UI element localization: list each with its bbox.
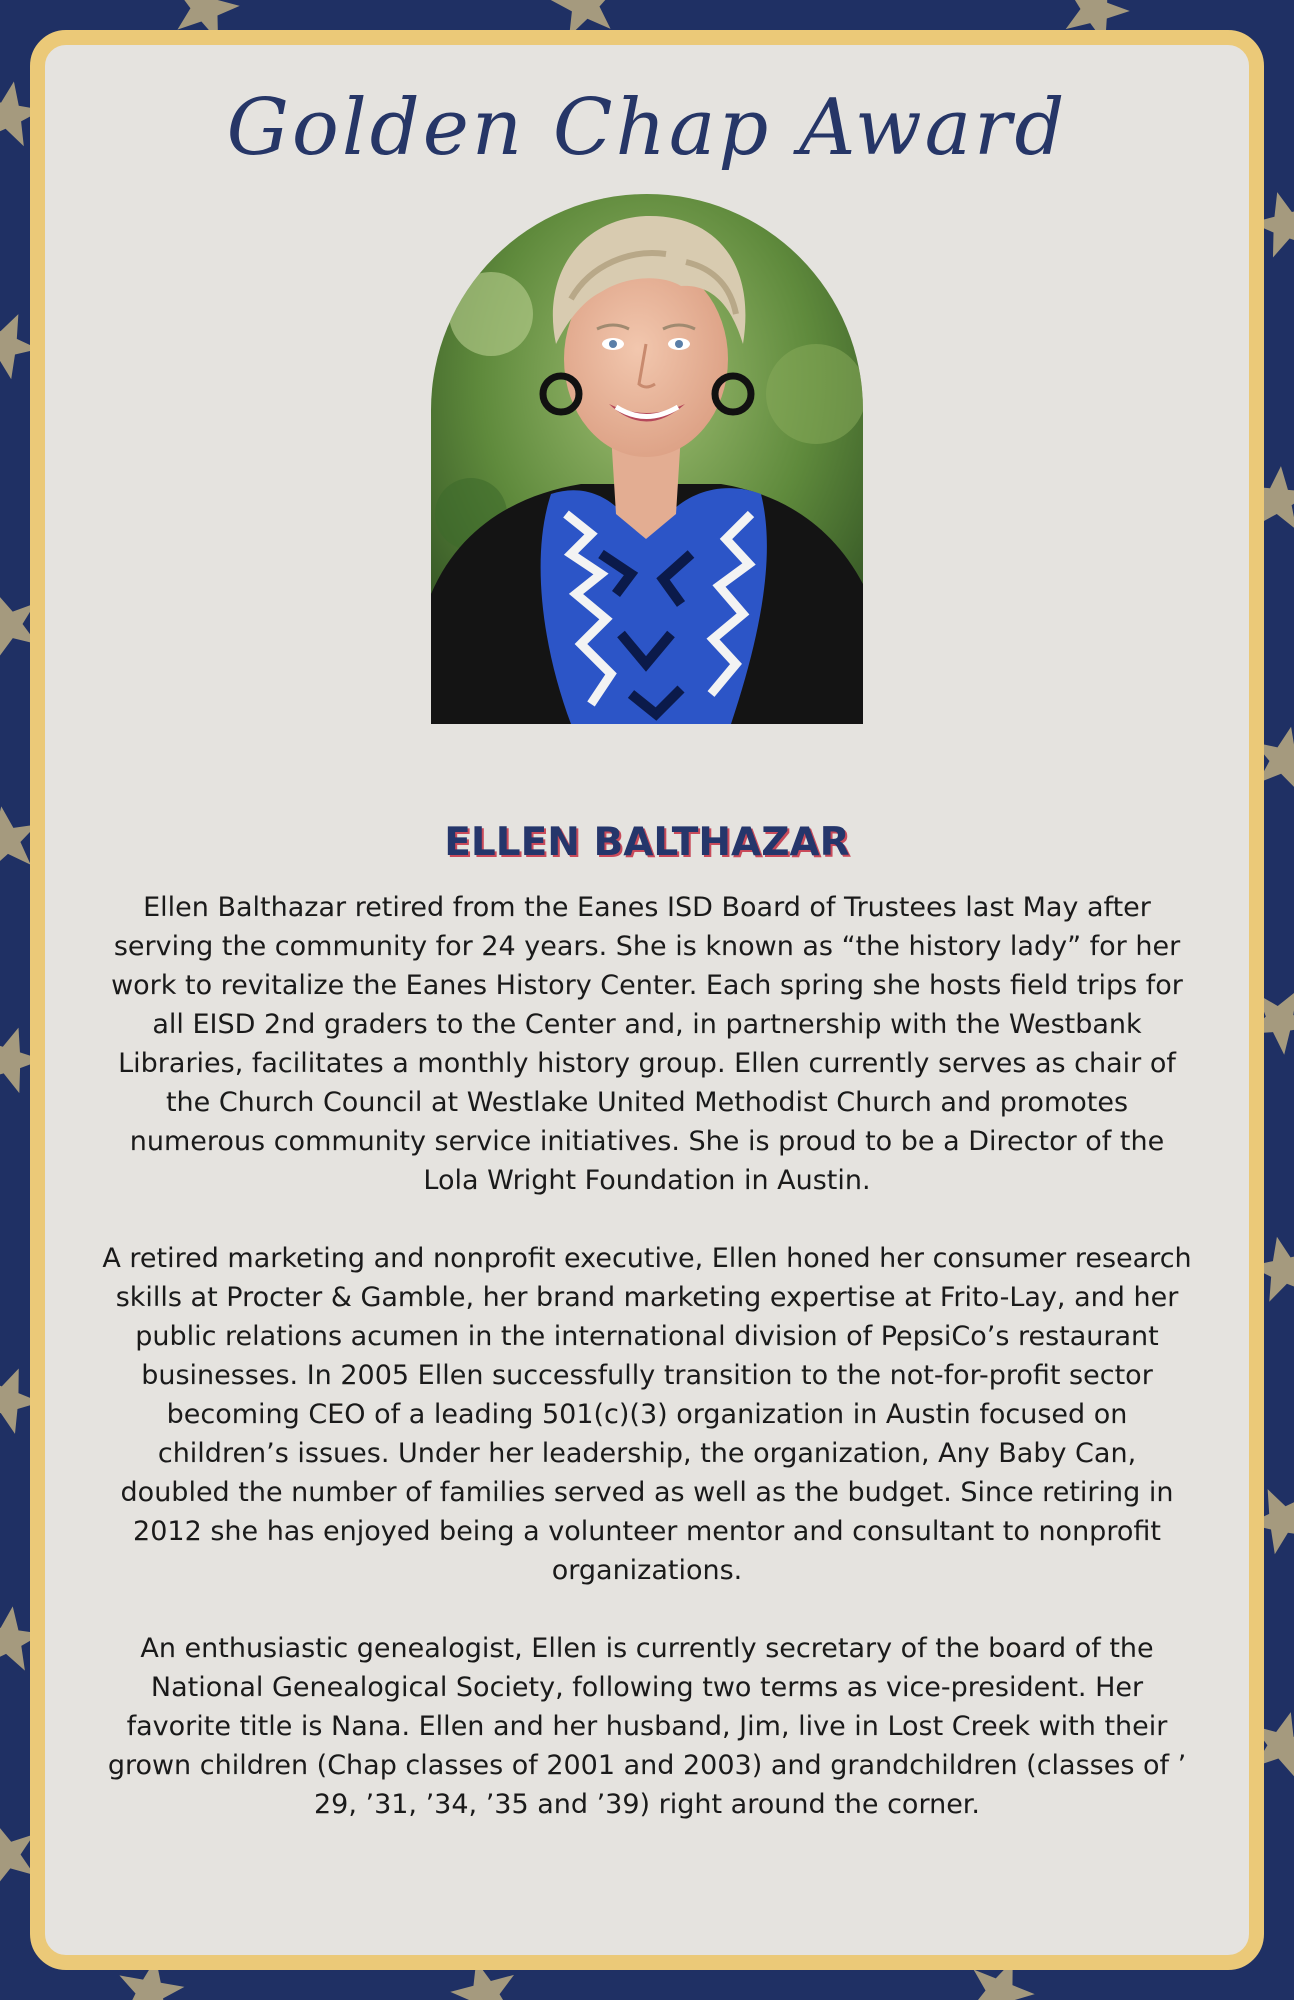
honoree-bio [101,888,1193,1863]
bio-paragraph: Ellen Balthazar retired from the Eanes ISD Board of Trustees last May after serving the community for 24 years. She is known as “the history lady” for her work to revitalize the Eanes History Center. Each spring she hosts field trips for all EISD 2nd graders to the Center and, in partnership with the Westbank Libraries, facilitates a monthly history group. Ellen currently serves as chair of the Church Council at Westlake United Methodist Church and promotes numerous community service initiatives. She is proud to be a Director of the Lola Wright Foundation in Austin. [111,892,1183,1196]
honoree-name: ELLEN BALTHAZAR [444,820,850,865]
honoree-photo [431,194,863,724]
award-card [30,30,1264,1970]
bio-paragraph: A retired marketing and nonprofit executive, Ellen honed her consumer research skills at Procter & Gamble, her brand marketing expertise at Frito-Lay, and her public relations acumen in the international division of PepsiCo’s restaurant businesses. In 2005 Ellen successfully transition to the not-for-profit sector becoming CEO of a leading 501(c)(3) organization in Austin focused on children’s issues. Under her leadership, the organization, Any Baby Can, doubled the number of families served as well as the budget. Since retiring in 2012 she has enjoyed being a volunteer mentor and consultant to nonprofit organizations. [102,1243,1192,1586]
portrait-photo-icon [431,194,863,724]
bio-paragraph: An enthusiastic genealogist, Ellen is currently secretary of the board of the National Genealogical Society, following two terms as vice-president. Her favorite title is Nana. Ellen and her husband, Jim, live in Lost Creek with their grown children (Chap classes of 2001 and 2003) and grandchildren (classes of ’ 29, ’31, ’34, ’35 and ’39) right around the corner. [107,1633,1187,1820]
award-title: Golden Chap Award [226,83,1068,173]
